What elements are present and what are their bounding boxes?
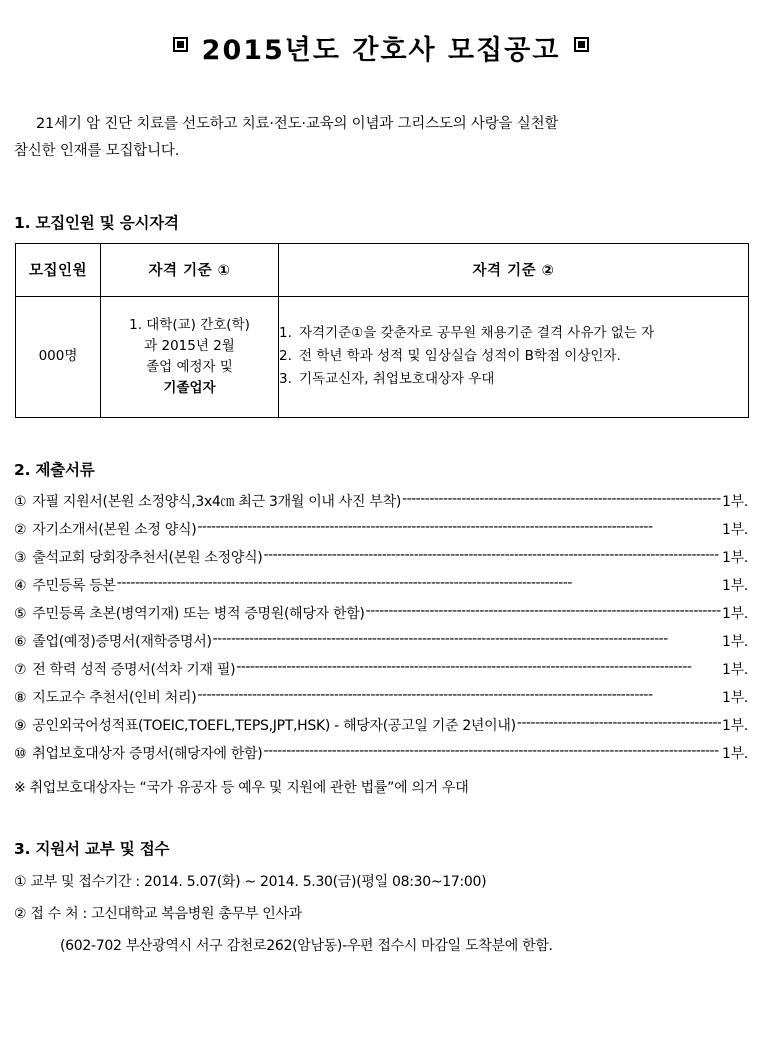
title-text: 2015년도 간호사 모집공고	[201, 35, 561, 66]
cell-recruit-count: 000명	[16, 296, 101, 417]
qual1-line-4: 기졸업자	[163, 379, 216, 396]
qual2-item-text: 전 학년 학과 성적 및 임상실습 성적이 B학점 이상인자.	[299, 348, 621, 365]
section-3-heading: 3. 지원서 교부 및 접수	[14, 839, 170, 858]
qual2-item-number: 1.	[279, 325, 292, 342]
list-item-tail: 1부.	[722, 689, 748, 706]
list-item-text: 자필 지원서(본원 소정양식,3x4㎝ 최근 3개월 이내 사진 부착)	[32, 493, 402, 510]
list-item	[14, 548, 748, 565]
list-item-number: ⑧	[14, 689, 27, 706]
leader-dots	[197, 520, 721, 534]
intro-paragraph	[14, 111, 748, 165]
leader-dots	[197, 688, 721, 702]
list-item-number: ②	[14, 521, 27, 538]
list-item	[14, 660, 748, 677]
qual1-line-3: 졸업 예정자 및	[146, 358, 233, 375]
list-item-tail: 1부.	[722, 661, 748, 678]
list-item	[14, 520, 748, 537]
list-item-number: ④	[14, 577, 27, 594]
list-item-text: 전 학력 성적 증명서(석차 기재 필)	[32, 661, 236, 678]
qual1-line-1: 1. 대학(교) 간호(학)	[129, 316, 250, 333]
list-item-text: 지도교수 추천서(인비 처리)	[32, 689, 197, 706]
list-item	[14, 632, 748, 649]
table-header-row	[16, 243, 749, 296]
list-item-tail: 1부.	[722, 633, 748, 650]
section-1-heading: 1. 모집인원 및 응시자격	[14, 213, 179, 232]
list-item	[14, 492, 748, 509]
documents-list	[14, 492, 748, 761]
list-item-number: ⑤	[14, 605, 27, 622]
list-item-tail: 1부.	[722, 605, 748, 622]
list-item-text: 취업보호대상자 증명서(해당자에 한함)	[32, 745, 263, 762]
cell-qualification-1	[101, 296, 279, 417]
leader-dots	[517, 716, 721, 730]
list-item	[14, 604, 748, 621]
list-item-number: ①	[14, 493, 27, 510]
recruitment-table	[15, 243, 749, 418]
qual2-item	[279, 346, 748, 367]
leader-dots	[117, 576, 721, 590]
list-item-number: ⑨	[14, 717, 27, 734]
table-row	[16, 296, 749, 417]
qual2-item-number: 2.	[279, 348, 292, 365]
list-item-text: 출석교회 당회장추천서(본원 소정양식)	[32, 549, 263, 566]
leader-dots	[366, 604, 721, 618]
table-header-qual2: 자격 기준 ②	[279, 243, 749, 296]
table-header-qual1: 자격 기준 ①	[101, 243, 279, 296]
list-item-number: ⑩	[14, 745, 27, 762]
qual2-item-text: 자격기준①을 갖춘자로 공무원 채용기준 결격 사유가 없는 자	[299, 325, 655, 342]
leader-dots	[213, 632, 721, 646]
qual2-item	[279, 369, 748, 390]
qual2-item	[279, 323, 748, 344]
leader-dots	[263, 548, 721, 562]
intro-line-1: 21세기 암 진단 치료를 선도하고 치료·전도·교육의 이념과 그리스도의 사랑을 실천할	[36, 116, 559, 132]
section-2-heading: 2. 제출서류	[14, 460, 95, 479]
cell-qualification-2	[279, 296, 749, 417]
qual1-line-2: 과 2015년 2월	[144, 337, 235, 354]
list-item	[14, 744, 748, 761]
list-item-tail: 1부.	[722, 745, 748, 762]
leader-dots	[402, 492, 721, 506]
list-item-text: 주민등록 등본	[32, 577, 116, 594]
section-3-address: (602-702 부산광역시 서구 감천로262(암남동)-우편 접수시 마감일 도착분에 한함.	[60, 937, 553, 954]
leader-dots	[263, 744, 721, 758]
list-item-text: 졸업(예정)증명서(재학증명서)	[32, 633, 212, 650]
title-left-mark-icon	[173, 37, 188, 52]
list-item-text: 공인외국어성적표(TOEIC,TOEFL,TEPS,JPT,HSK) - 해당자(공고일 기준 2년이내)	[32, 717, 516, 734]
qual2-item-number: 3.	[279, 371, 292, 388]
list-item-tail: 1부.	[722, 493, 748, 510]
section-3-row-2: ② 접 수 처 : 고신대학교 복음병원 총무부 인사과	[14, 905, 302, 922]
title-right-mark-icon	[574, 37, 589, 52]
list-item-tail: 1부.	[722, 717, 748, 734]
list-item-tail: 1부.	[722, 577, 748, 594]
list-item-number: ③	[14, 549, 27, 566]
list-item-text: 자기소개서(본원 소정 양식)	[32, 521, 197, 538]
intro-line-2: 참신한 인재를 모집합니다.	[14, 142, 180, 159]
list-item-number: ⑥	[14, 633, 27, 650]
list-item-number: ⑦	[14, 661, 27, 678]
list-item	[14, 576, 748, 593]
page-title	[14, 28, 748, 67]
list-item	[14, 716, 748, 733]
list-item	[14, 688, 748, 705]
table-header-count: 모집인원	[16, 243, 101, 296]
list-item-text: 주민등록 초본(병역기재) 또는 병적 증명원(해당자 한함)	[32, 605, 365, 622]
documents-note: ※ 취업보호대상자는 “국가 유공자 등 예우 및 지원에 관한 법률”에 의거 우대	[14, 779, 469, 796]
list-item-tail: 1부.	[722, 549, 748, 566]
qual2-item-text: 기독교신자, 취업보호대상자 우대	[299, 371, 495, 388]
section-3-row-1: ① 교부 및 접수기간 : 2014. 5.07(화) ~ 2014. 5.30(금)(평일 08:30~17:00)	[14, 873, 487, 890]
leader-dots	[236, 660, 721, 674]
list-item-tail: 1부.	[722, 521, 748, 538]
